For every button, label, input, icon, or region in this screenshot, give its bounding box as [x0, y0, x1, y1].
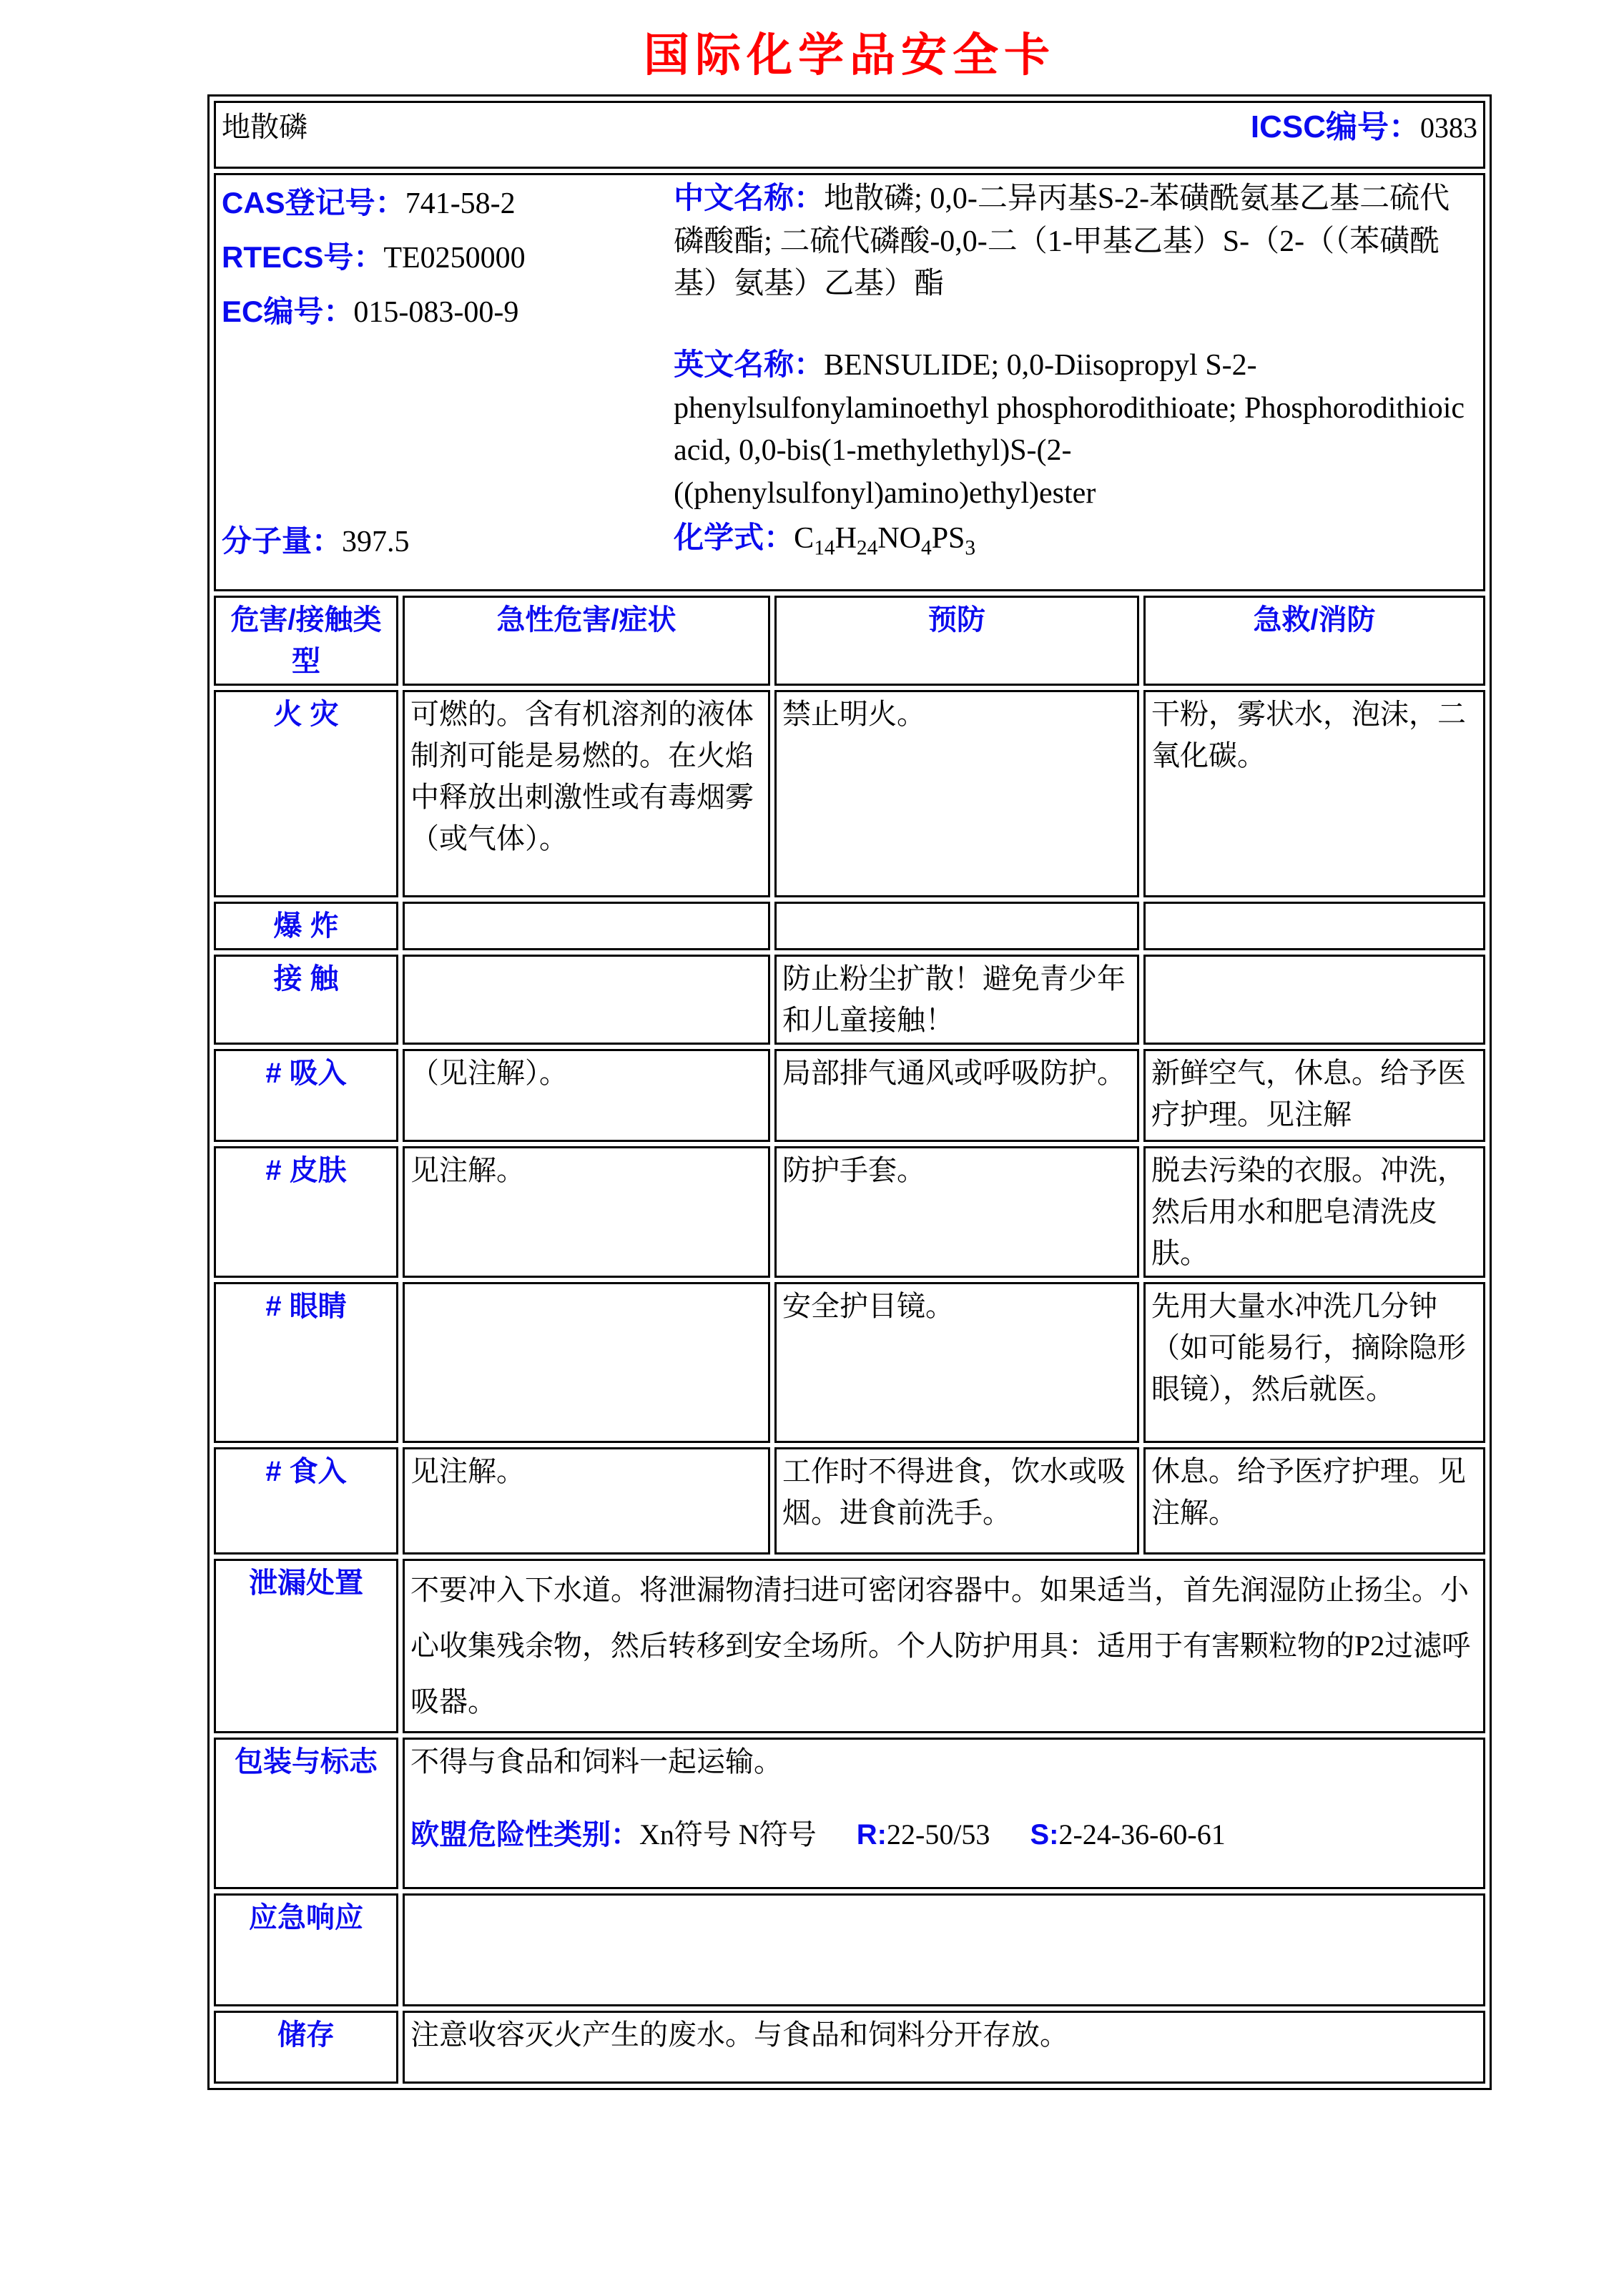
english-name-value: BENSULIDE; 0,0-Diisopropyl S-2-phenylsulfonylaminoethyl phosphorodithioate; Phosphorodithioic acid, 0,0-bis(1-methylethyl)S-(2-((phenylsulfonyl)amino)ethyl)ester [674, 348, 1465, 510]
fire-symptoms: 可燃的。含有机溶剂的液体制剂可能是易燃的。在火焰中释放出刺激性或有毒烟雾（或气体）。 [403, 690, 770, 897]
storage-cell: 注意收容灭火产生的废水。与食品和饲料分开存放。 [403, 2011, 1485, 2084]
ec-number-value: 015-083-00-9 [353, 295, 519, 329]
icsc-number-value: 0383 [1420, 112, 1477, 144]
rtecs-number-label: RTECS号： [222, 240, 384, 274]
row-eyes [214, 1282, 1485, 1443]
english-name-label: 英文名称： [674, 347, 825, 381]
skin-first-aid: 脱去污染的衣服。冲洗，然后用水和肥皂清洗皮肤。 [1143, 1146, 1485, 1278]
chemical-formula-value: $C_{14}H_{24}NO_4PS_3$ [794, 522, 976, 560]
row-card-header [214, 101, 1485, 169]
row-exposure [214, 955, 1485, 1045]
page-title: 国际化学品安全卡 [644, 29, 1055, 81]
spill-disposal-label: 泄漏处置 [214, 1559, 398, 1733]
exposure-first-aid [1143, 955, 1485, 1045]
cas-number-line [222, 177, 674, 231]
rtecs-number-value: TE0250000 [383, 241, 526, 275]
packaging-labelling-label: 包装与标志 [214, 1738, 398, 1889]
chinese-name-block [674, 177, 1477, 306]
spill-disposal-text: 不要冲入下水道。将泄漏物清扫进可密闭容器中。如果适当，首先润湿防止扬尘。小心收集残余物，然后转移到安全场所。个人防护用具：适用于有害颗粒物的P2过滤呼吸器。 [410, 1574, 1471, 1718]
s-phrases-label: S: [1030, 1819, 1059, 1851]
molecular-weight-line [222, 520, 674, 564]
row-packaging-labelling [214, 1738, 1485, 1889]
row-storage [214, 2011, 1485, 2084]
rtecs-number-line [222, 231, 674, 285]
row-spill-disposal [214, 1559, 1485, 1733]
molecular-weight-value: 397.5 [342, 525, 410, 558]
icsc-card-table [207, 94, 1492, 2090]
english-name-block [674, 343, 1477, 516]
emergency-response-label: 应急响应 [214, 1893, 398, 2006]
eyes-prevention: 安全护目镜。 [774, 1282, 1139, 1443]
eyes-symptoms [403, 1282, 770, 1443]
identity-right-column [674, 177, 1477, 564]
fire-label: 火 灾 [214, 690, 398, 897]
icsc-card-page [0, 19, 1624, 2296]
emergency-response-cell [403, 1893, 1485, 2006]
row-explosion [214, 902, 1485, 950]
fire-first-aid: 干粉，雾状水，泡沫，二氧化碳。 [1143, 690, 1485, 897]
fire-prevention: 禁止明火。 [774, 690, 1139, 897]
explosion-prevention [774, 902, 1139, 950]
ingestion-first-aid: 休息。给予医疗护理。见注解。 [1143, 1447, 1485, 1555]
chemical-formula-label: 化学式： [674, 521, 794, 555]
cas-number-value: 741-58-2 [405, 187, 516, 220]
exposure-prevention: 防止粉尘扩散！避免青少年和儿童接触！ [774, 955, 1139, 1045]
row-emergency-response [214, 1893, 1485, 2006]
card-header-cell [214, 101, 1485, 169]
ec-number-line [222, 285, 674, 340]
substance-name: 地散磷 [222, 110, 307, 143]
eu-hazard-symbols: Xn符号 N符号 [639, 1818, 817, 1851]
identity-left-column [222, 177, 674, 564]
spill-disposal-cell [403, 1559, 1485, 1733]
explosion-symptoms [403, 902, 770, 950]
column-header-prevention: 预防 [774, 596, 1139, 686]
r-phrases-value: 22-50/53 [887, 1818, 990, 1851]
ingestion-prevention: 工作时不得进食，饮水或吸烟。进食前洗手。 [774, 1447, 1139, 1555]
row-skin [214, 1146, 1485, 1278]
explosion-label: 爆 炸 [214, 902, 398, 950]
inhalation-first-aid: 新鲜空气，休息。给予医疗护理。见注解 [1143, 1049, 1485, 1142]
inhalation-symptoms: （见注解）。 [403, 1049, 770, 1142]
skin-prevention: 防护手套。 [774, 1146, 1139, 1278]
storage-label: 储存 [214, 2011, 398, 2084]
icsc-number [1251, 104, 1477, 150]
chinese-name-value: 地散磷; 0,0-二异丙基S-2-苯磺酰氨基乙基二硫代磷酸酯; 二硫代磷酸-0,0-二（1-甲基乙基）S-（2-（（苯磺酰基）氨基）乙基）酯 [674, 182, 1450, 301]
row-identity [214, 173, 1485, 591]
r-phrases-label: R: [856, 1819, 887, 1851]
column-header-first-aid: 急救/消防 [1143, 596, 1485, 686]
molecular-weight-label: 分子量： [222, 523, 343, 558]
column-header-symptoms: 急性危害/症状 [403, 596, 770, 686]
inhalation-prevention: 局部排气通风或呼吸防护。 [774, 1049, 1139, 1142]
exposure-label: 接 触 [214, 955, 398, 1045]
identity-cell [214, 173, 1485, 591]
ingestion-label: # 食入 [214, 1447, 398, 1555]
column-header-hazard-type: 危害/接触类型 [214, 596, 398, 686]
cas-number-label: CAS登记号： [222, 186, 405, 220]
ec-number-label: EC编号： [222, 294, 354, 328]
icsc-number-label: ICSC编号： [1250, 109, 1420, 144]
eyes-first-aid: 先用大量水冲洗几分钟（如可能易行，摘除隐形眼镜），然后就医。 [1143, 1282, 1485, 1443]
s-phrases-value: 2-24-36-60-61 [1058, 1818, 1226, 1851]
eu-hazard-class-label: 欧盟危险性类别： [410, 1819, 639, 1851]
packaging-transport-text: 不得与食品和饲料一起运输。 [410, 1745, 782, 1778]
exposure-symptoms [403, 955, 770, 1045]
row-fire [214, 690, 1485, 897]
chinese-name-label: 中文名称： [674, 181, 825, 215]
skin-symptoms: 见注解。 [403, 1146, 770, 1278]
skin-label: # 皮肤 [214, 1146, 398, 1278]
row-inhalation [214, 1049, 1485, 1142]
ingestion-symptoms: 见注解。 [403, 1447, 770, 1555]
inhalation-label: # 吸入 [214, 1049, 398, 1142]
packaging-labelling-cell [403, 1738, 1485, 1889]
eyes-label: # 眼睛 [214, 1282, 398, 1443]
chemical-formula-line [674, 516, 1477, 563]
row-column-headers [214, 596, 1485, 686]
eu-hazard-class-line [410, 1814, 1477, 1856]
explosion-first-aid [1143, 902, 1485, 950]
row-ingestion [214, 1447, 1485, 1555]
